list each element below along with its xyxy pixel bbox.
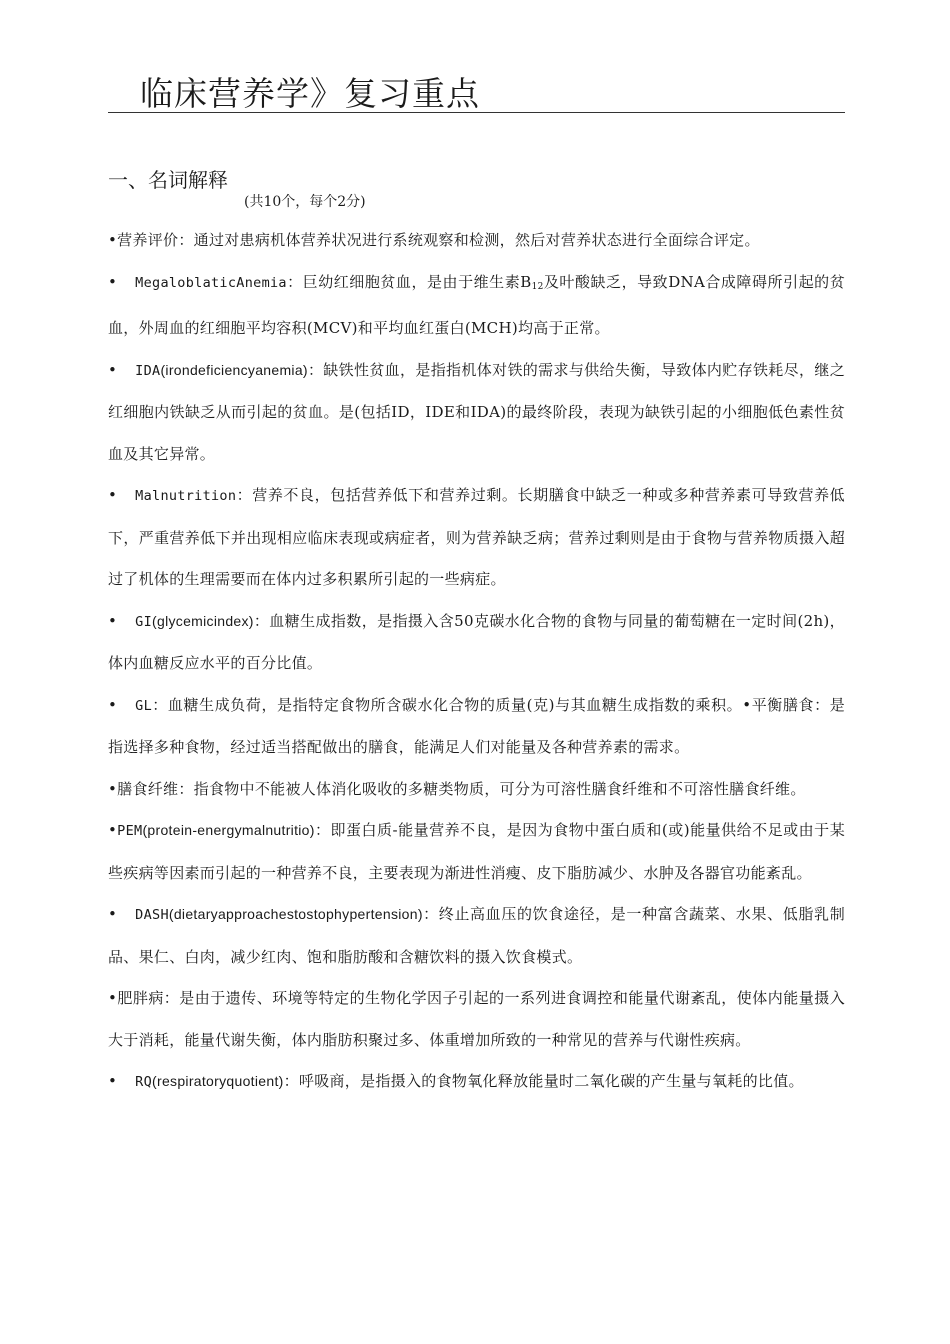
entry-term: DASH [135, 907, 169, 923]
entry-dash [108, 894, 845, 978]
entry-nutrition-assessment [108, 220, 845, 262]
bullet: • [108, 695, 118, 714]
bullet: • [108, 272, 118, 291]
entry-term: GI [135, 613, 153, 630]
entry-dietary-fiber [108, 769, 845, 811]
page-title: 临床营养学》复习重点 [140, 74, 480, 113]
entry-term-latin: (respiratoryquotient) [152, 1073, 284, 1089]
entry-gl [108, 685, 845, 769]
title-underline [108, 112, 845, 113]
bullet: • [108, 360, 118, 379]
entry-term-latin: (protein-energymalnutritio) [142, 822, 315, 838]
bullet: • [108, 231, 118, 249]
entry-term: MegaloblaticAnemia [135, 274, 287, 291]
entry-rq [108, 1061, 845, 1104]
entry-term-latin: (glycemicindex) [152, 612, 254, 629]
section-note: (共10个，每个2分) [244, 194, 366, 210]
entry-term-latin: (dietaryapproachestostophypertension) [168, 906, 423, 922]
entry-text: 膳食纤维：指食物中不能被人体消化吸收的多糖类物质，可分为可溶性膳食纤维和不可溶性膳食纤维。 [117, 779, 806, 798]
entry-megaloblastic-anemia [108, 262, 845, 350]
entry-text: ：血糖生成负荷，是指特定食物所含碳水化合物的质量(克)与其血糖生成指数的乘积。•平衡膳食：是指选择多种食物，经过适当搭配做出的膳食，能满足人们对能量及各种营养素的需求。 [108, 695, 845, 756]
entry-term: PEM [117, 823, 143, 839]
entry-text: ：缺铁性贫血，是指指机体对铁的需求与供给失衡，导致体内贮存铁耗尽，继之红细胞内铁缺乏从而引起的贫血。是(包括ID，IDE和IDA)的最终阶段，表现为缺铁引起的小细胞低色素性贫血及其它异常。 [108, 360, 845, 463]
bullet: • [108, 821, 118, 839]
entry-text: 及叶酸缺乏，导致DNA合成障碍所引起的贫血，外周血的红细胞平均容积(MCV)和平均血红蛋白(MCH)均高于正常。 [108, 272, 845, 337]
entry-text: ：即蛋白质-能量营养不良，是因为食物中蛋白质和(或)能量供给不足或由于某些疾病等因素而引起的一种营养不良，主要表现为渐进性消瘦、皮下脂肪减少、水肿及各器官功能紊乱。 [108, 821, 845, 882]
bullet: • [108, 905, 118, 923]
entry-text: 肥胖病：是由于遗传、环境等特定的生物化学因子引起的一系列进食调控和能量代谢紊乱，使体内能量摄入大于消耗，能量代谢失衡，体内脂肪积聚过多、体重增加所致的一种常见的营养与代谢性疾病。 [108, 989, 845, 1049]
entry-malnutrition [108, 475, 845, 601]
entry-text: ：终止高血压的饮食途径，是一种富含蔬菜、水果、低脂乳制品、果仁、白肉，减少红肉、饱和脂肪酸和含糖饮料的摄入饮食模式。 [108, 905, 845, 966]
entry-ida [108, 350, 845, 476]
entry-term: IDA [135, 362, 161, 379]
bullet: • [108, 779, 118, 798]
bullet: • [108, 611, 118, 630]
bullet: • [108, 989, 118, 1007]
entry-text: 营养评价：通过对患病机体营养状况进行系统观察和检测，然后对营养状态进行全面综合评定。 [117, 231, 760, 249]
entry-obesity [108, 978, 845, 1061]
entry-text: ：呼吸商，是指摄入的食物氧化释放能量时二氧化碳的产生量与氧耗的比值。 [283, 1072, 804, 1090]
bullet: • [108, 1072, 118, 1090]
entry-term: Malnutrition [135, 488, 237, 504]
bullet: • [108, 486, 118, 504]
subscript: 12 [531, 281, 544, 292]
entry-text: ：营养不良，包括营养低下和营养过剩。长期膳食中缺乏一种或多种营养素可导致营养低下，严重营养低下并出现相应临床表现或病症者，则为营养缺乏病；营养过剩则是由于食物与营养物质摄入超过了机体的生理需要而在体内过多积累所引起的一些病症。 [108, 486, 845, 588]
entry-term: RQ [135, 1074, 153, 1090]
entry-text: ：巨幼红细胞贫血，是由于维生素B [286, 272, 532, 291]
entry-text: ：血糖生成指数，是指摄入含50克碳水化合物的食物与同量的葡萄糖在一定时间(2h)，体内血糖反应水平的百分比值。 [108, 611, 845, 672]
section-heading: 一、名词解释 [108, 168, 228, 192]
entry-gi [108, 601, 845, 685]
entry-term-latin: (irondeficiencyanemia) [160, 361, 308, 378]
entry-pem [108, 810, 845, 894]
definitions-list [108, 220, 845, 1104]
entry-term: GL [135, 697, 153, 714]
